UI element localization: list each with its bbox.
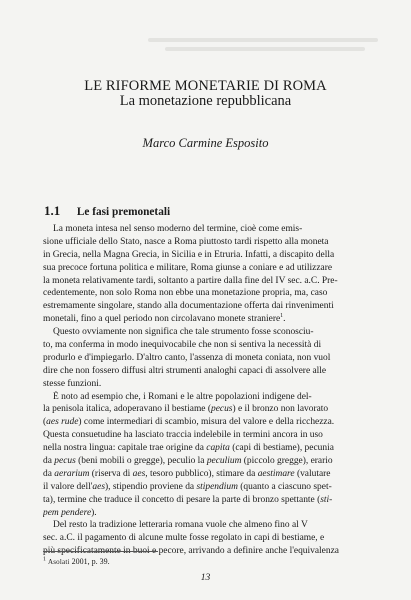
body-line: to, ma conferma in modo inequivocabile che non si sentiva la necessità di xyxy=(43,340,322,351)
body-line: dire che non fossero diffusi altri strumenti analoghi capaci di assolvere alle xyxy=(43,365,327,376)
footnote-rule xyxy=(43,551,158,552)
footnote xyxy=(43,557,110,566)
chapter-subtitle: La monetazione repubblicana xyxy=(119,93,292,109)
body-line: ta), termine che traduce il concetto di pesare la parte di bronzo spettante (sti- xyxy=(43,494,333,505)
chapter-title: LE RIFORME MONETARIE DI ROMA xyxy=(84,78,327,94)
body-line: Questo ovviamente non significa che tale strumento fosse sconosciu- xyxy=(53,327,314,338)
body-line: sec. a.C. il pagamento di alcune multe fosse regolato in capi di bestiame, e xyxy=(43,533,325,544)
body-line: produrlo e d'impiegarlo. D'altro canto, l'assenza di moneta coniata, non vuol xyxy=(43,352,331,363)
body-line: la penisola italica, adoperavano il bestiame (pecus) e il bronzo non lavorato xyxy=(43,404,329,415)
body-line: nella nostra lingua: capitale trae origine da capita (capi di bestiame), pecunia xyxy=(43,443,334,454)
page-number: 13 xyxy=(200,573,211,583)
body-line: cedentemente, non solo Roma non ebbe una monetazione propria, ma, caso xyxy=(43,288,328,299)
body-line: sione ufficiale dello Stato, nasce a Roma piuttosto tardi rispetto alla moneta xyxy=(43,236,329,247)
body-line: Del resto la tradizione letteraria romana vuole che almeno fino al V xyxy=(53,520,308,531)
section-heading xyxy=(44,203,170,219)
body-line: Questa consuetudine ha lasciato traccia indelebile in termini ancora in uso xyxy=(43,430,323,441)
body-line: da aerarium (riserva di aes, tesoro pubblico), stimare da aestimare (valutare xyxy=(43,468,331,479)
body-line: stesse funzioni. xyxy=(43,378,102,389)
author-name: Marco Carmine Esposito xyxy=(142,136,269,150)
body-line: monetali, fino a quel periodo non circolavano monete straniere$^1$. xyxy=(43,313,286,325)
body-line: più specificatamente in buoi e pecore, arrivando a definire anche l'equivalenza xyxy=(43,546,339,557)
body-text xyxy=(43,223,369,558)
footnote-mark: 1 xyxy=(43,556,46,563)
body-line: pem pendere). xyxy=(43,507,97,518)
body-line: È noto ad esempio che, i Romani e le altre popolazioni indigene del- xyxy=(53,391,312,402)
section-title: Le fasi premonetali xyxy=(76,206,171,218)
body-line: il valore dell'aes), stipendio proviene da stipendium (quanto a ciascuno spet- xyxy=(43,481,332,492)
body-line: (aes rude) come intermediari di scambio, misura del valore e della ricchezza. xyxy=(43,417,335,428)
body-line: sua precoce fortuna politica e militare, Roma giunse a coniare e ad utilizzare xyxy=(43,262,333,273)
footnote-text: 2001, p. 39. xyxy=(69,557,110,566)
bleed-through-line xyxy=(165,47,365,51)
body-line: La moneta intesa nel senso moderno del termine, cioè come emis- xyxy=(53,224,303,234)
body-line: da pecus (beni mobili o gregge), peculio la peculium (piccolo gregge), erario xyxy=(43,456,333,467)
body-line: in Grecia, nella Magna Grecia, in Sicilia e in Etruria. Infatti, a discapito della xyxy=(43,249,335,260)
section-number: 1.1 xyxy=(44,203,61,218)
body-line: la moneta relativamente tardi, soltanto a partire dalla fine del IV sec. a.C. Pre- xyxy=(43,275,338,286)
bleed-through-line xyxy=(148,38,378,42)
body-line: estremamente singolare, stando alla documentazione offerta dai rinvenimenti xyxy=(43,301,334,312)
footnote-author: Asolati xyxy=(48,558,70,566)
